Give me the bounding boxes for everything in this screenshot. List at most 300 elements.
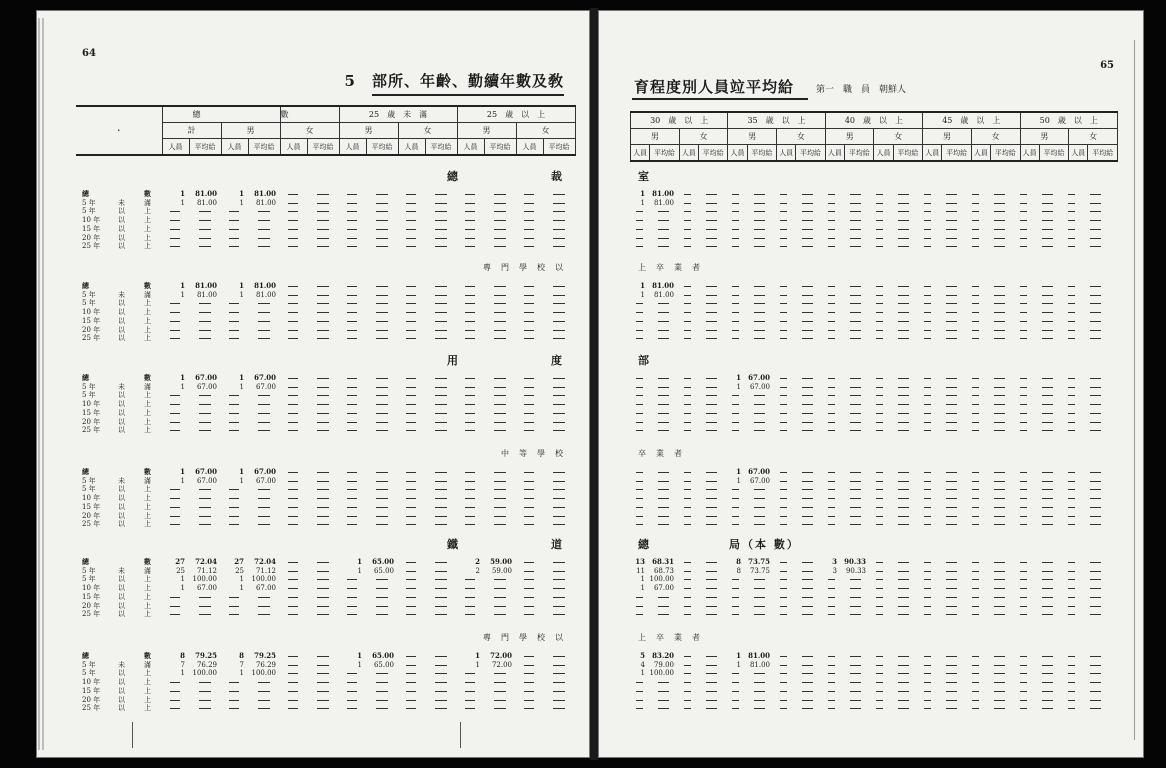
empty-cell-dash	[376, 516, 388, 517]
empty-cell-dash	[258, 422, 270, 423]
empty-cell-dash	[780, 194, 787, 195]
empty-cell-dash	[828, 588, 835, 589]
empty-cell-dash	[1090, 579, 1101, 580]
empty-cell-dash	[636, 404, 643, 405]
empty-cell-dash	[1042, 246, 1053, 247]
empty-cell-dash	[288, 562, 298, 563]
empty-cell-dash	[924, 708, 931, 709]
empty-cell-dash	[347, 430, 357, 431]
empty-cell-dash	[1020, 413, 1027, 414]
empty-cell-dash	[972, 321, 979, 322]
empty-cell-dash	[850, 312, 861, 313]
empty-cell-dash	[898, 691, 909, 692]
empty-cell-dash	[229, 422, 239, 423]
empty-cell-dash	[828, 507, 835, 508]
empty-cell-dash	[1090, 220, 1101, 221]
table-row	[36, 291, 590, 299]
row-label-part: 總	[82, 281, 89, 290]
empty-cell-dash	[876, 516, 883, 517]
empty-cell-dash	[435, 691, 447, 692]
measure-header-cell: 平均給	[796, 145, 825, 162]
table-cell: 79.25	[254, 651, 276, 660]
empty-cell-dash	[1042, 665, 1053, 666]
empty-cell-dash	[553, 498, 565, 499]
empty-cell-dash	[802, 579, 813, 580]
table-cell: 1	[180, 575, 185, 584]
empty-cell-dash	[406, 378, 416, 379]
table-row	[36, 317, 590, 325]
empty-cell-dash	[524, 579, 534, 580]
empty-cell-dash	[199, 614, 211, 615]
empty-cell-dash	[1042, 481, 1053, 482]
empty-cell-dash	[317, 321, 329, 322]
row-label-part: 5 年	[82, 566, 96, 575]
empty-cell-dash	[317, 387, 329, 388]
empty-cell-dash	[754, 597, 765, 598]
empty-cell-dash	[898, 220, 909, 221]
empty-cell-dash	[1068, 597, 1075, 598]
empty-cell-dash	[317, 579, 329, 580]
empty-cell-dash	[524, 430, 534, 431]
empty-cell-dash	[1068, 579, 1075, 580]
empty-cell-dash	[170, 430, 180, 431]
table-cell: 1	[475, 651, 480, 660]
empty-cell-dash	[347, 588, 357, 589]
empty-cell-dash	[876, 691, 883, 692]
table-cell: 1	[736, 373, 741, 382]
row-label-part: 5 年	[82, 575, 96, 584]
table-cell: 68.73	[653, 566, 674, 575]
row-label-part: 上	[144, 233, 151, 242]
empty-cell-dash	[732, 295, 739, 296]
empty-cell-dash	[1020, 516, 1027, 517]
empty-cell-dash	[376, 238, 388, 239]
empty-cell-dash	[553, 430, 565, 431]
measure-header-cell: 人員	[923, 145, 942, 162]
empty-cell-dash	[1090, 700, 1101, 701]
empty-cell-dash	[494, 422, 506, 423]
empty-cell-dash	[435, 498, 447, 499]
table-cell: 1	[640, 189, 645, 198]
empty-cell-dash	[1020, 211, 1027, 212]
empty-cell-dash	[553, 404, 565, 405]
empty-cell-dash	[636, 708, 643, 709]
empty-cell-dash	[898, 489, 909, 490]
empty-cell-dash	[288, 597, 298, 598]
table-cell: 79.25	[195, 651, 217, 660]
empty-cell-dash	[876, 286, 883, 287]
row-label-part: 5 年	[82, 669, 96, 678]
empty-cell-dash	[317, 238, 329, 239]
empty-cell-dash	[898, 682, 909, 683]
table-row	[598, 575, 1144, 583]
row-label-part: 滿	[144, 382, 151, 391]
empty-cell-dash	[924, 507, 931, 508]
empty-cell-dash	[780, 571, 787, 572]
empty-cell-dash	[850, 524, 861, 525]
empty-cell-dash	[465, 194, 475, 195]
empty-cell-dash	[1020, 656, 1027, 657]
empty-cell-dash	[1090, 562, 1101, 563]
empty-cell-dash	[199, 489, 211, 490]
right-header-table	[630, 111, 1118, 162]
sex-header-cell: 女	[777, 129, 826, 145]
empty-cell-dash	[876, 378, 883, 379]
empty-cell-dash	[898, 203, 909, 204]
empty-cell-dash	[553, 700, 565, 701]
empty-cell-dash	[850, 395, 861, 396]
empty-cell-dash	[1090, 404, 1101, 405]
table-cell: 1	[180, 290, 185, 299]
empty-cell-dash	[802, 338, 813, 339]
empty-cell-dash	[780, 330, 787, 331]
empty-cell-dash	[876, 579, 883, 580]
empty-cell-dash	[828, 211, 835, 212]
empty-cell-dash	[706, 489, 717, 490]
empty-cell-dash	[994, 682, 1005, 683]
empty-cell-dash	[898, 498, 909, 499]
empty-cell-dash	[494, 597, 506, 598]
empty-cell-dash	[636, 430, 643, 431]
sex-header-cell: 男	[825, 129, 874, 145]
empty-cell-dash	[1090, 588, 1101, 589]
empty-cell-dash	[828, 286, 835, 287]
empty-cell-dash	[1090, 691, 1101, 692]
row-label-part: 以	[118, 610, 125, 619]
empty-cell-dash	[1020, 430, 1027, 431]
empty-cell-dash	[994, 708, 1005, 709]
empty-cell-dash	[199, 507, 211, 508]
empty-cell-dash	[465, 691, 475, 692]
empty-cell-dash	[376, 489, 388, 490]
empty-cell-dash	[1020, 691, 1027, 692]
row-label-part: 滿	[144, 566, 151, 575]
empty-cell-dash	[802, 597, 813, 598]
empty-cell-dash	[406, 295, 416, 296]
empty-cell-dash	[850, 211, 861, 212]
empty-cell-dash	[972, 656, 979, 657]
empty-cell-dash	[1068, 378, 1075, 379]
empty-cell-dash	[524, 606, 534, 607]
empty-cell-dash	[850, 330, 861, 331]
total-row	[36, 374, 590, 382]
empty-cell-dash	[946, 395, 957, 396]
empty-cell-dash	[876, 481, 883, 482]
empty-cell-dash	[494, 303, 506, 304]
row-label-part: 20 年	[82, 233, 101, 242]
empty-cell-dash	[850, 700, 861, 701]
empty-cell-dash	[802, 387, 813, 388]
total-row	[36, 282, 590, 290]
empty-cell-dash	[658, 507, 669, 508]
empty-cell-dash	[435, 516, 447, 517]
empty-cell-dash	[972, 312, 979, 313]
empty-cell-dash	[258, 220, 270, 221]
empty-cell-dash	[494, 286, 506, 287]
row-label-part: 15 年	[82, 592, 101, 601]
empty-cell-dash	[317, 606, 329, 607]
empty-cell-dash	[170, 524, 180, 525]
table-cell: 2	[475, 566, 480, 575]
empty-cell-dash	[898, 295, 909, 296]
empty-cell-dash	[876, 413, 883, 414]
empty-cell-dash	[684, 656, 691, 657]
empty-cell-dash	[317, 665, 329, 666]
row-label-part: 上	[144, 494, 151, 503]
empty-cell-dash	[465, 330, 475, 331]
table-cell: 1	[180, 189, 185, 198]
title-underline	[372, 94, 564, 96]
empty-cell-dash	[924, 295, 931, 296]
empty-cell-dash	[946, 229, 957, 230]
empty-cell-dash	[732, 194, 739, 195]
age-header-cell: 45 歳 以 上	[923, 112, 1020, 129]
empty-cell-dash	[946, 606, 957, 607]
row-label-part: 上	[144, 511, 151, 520]
empty-cell-dash	[972, 203, 979, 204]
empty-cell-dash	[317, 597, 329, 598]
empty-cell-dash	[924, 387, 931, 388]
empty-cell-dash	[1042, 656, 1053, 657]
empty-cell-dash	[802, 498, 813, 499]
empty-cell-dash	[1068, 321, 1075, 322]
table-row	[598, 704, 1144, 712]
empty-cell-dash	[465, 472, 475, 473]
empty-cell-dash	[684, 571, 691, 572]
empty-cell-dash	[946, 524, 957, 525]
empty-cell-dash	[376, 691, 388, 692]
empty-cell-dash	[406, 700, 416, 701]
empty-cell-dash	[553, 238, 565, 239]
total-row	[598, 468, 1144, 476]
empty-cell-dash	[465, 700, 475, 701]
table-row	[598, 400, 1144, 408]
empty-cell-dash	[706, 378, 717, 379]
table-row	[36, 602, 590, 610]
empty-cell-dash	[684, 665, 691, 666]
empty-cell-dash	[494, 682, 506, 683]
empty-cell-dash	[406, 312, 416, 313]
row-label-part: 5 年	[82, 485, 96, 494]
empty-cell-dash	[946, 481, 957, 482]
empty-cell-dash	[994, 656, 1005, 657]
empty-cell-dash	[658, 498, 669, 499]
empty-cell-dash	[524, 673, 534, 674]
table-cell: 8	[736, 566, 741, 575]
table-cell: 100.00	[192, 575, 217, 584]
empty-cell-dash	[732, 606, 739, 607]
empty-cell-dash	[317, 203, 329, 204]
empty-cell-dash	[317, 303, 329, 304]
empty-cell-dash	[199, 312, 211, 313]
empty-cell-dash	[199, 229, 211, 230]
table-row	[36, 704, 590, 712]
empty-cell-dash	[1020, 229, 1027, 230]
empty-cell-dash	[288, 404, 298, 405]
empty-cell-dash	[288, 295, 298, 296]
empty-cell-dash	[494, 330, 506, 331]
empty-cell-dash	[658, 238, 669, 239]
empty-cell-dash	[636, 220, 643, 221]
empty-cell-dash	[898, 562, 909, 563]
empty-cell-dash	[170, 321, 180, 322]
section-label: 中 等 學 校	[501, 449, 564, 458]
section-label: 上 卒 業 者	[638, 633, 701, 642]
measure-header-cell: 平均給	[650, 145, 679, 162]
empty-cell-dash	[229, 338, 239, 339]
empty-cell-dash	[229, 507, 239, 508]
table-cell: 71.12	[255, 566, 276, 575]
empty-cell-dash	[1068, 588, 1075, 589]
empty-cell-dash	[994, 303, 1005, 304]
empty-cell-dash	[1020, 321, 1027, 322]
empty-cell-dash	[465, 238, 475, 239]
empty-cell-dash	[780, 246, 787, 247]
empty-cell-dash	[924, 562, 931, 563]
empty-cell-dash	[946, 472, 957, 473]
empty-cell-dash	[754, 498, 765, 499]
empty-cell-dash	[347, 472, 357, 473]
row-label-part: 25 年	[82, 242, 101, 251]
empty-cell-dash	[828, 489, 835, 490]
empty-cell-dash	[946, 498, 957, 499]
empty-cell-dash	[553, 571, 565, 572]
empty-cell-dash	[1020, 673, 1027, 674]
empty-cell-dash	[406, 238, 416, 239]
empty-cell-dash	[802, 489, 813, 490]
total-row	[36, 190, 590, 198]
empty-cell-dash	[850, 246, 861, 247]
empty-cell-dash	[924, 303, 931, 304]
empty-cell-dash	[1020, 203, 1027, 204]
empty-cell-dash	[1068, 295, 1075, 296]
empty-cell-dash	[465, 498, 475, 499]
empty-cell-dash	[754, 229, 765, 230]
empty-cell-dash	[288, 682, 298, 683]
table-row	[598, 334, 1144, 342]
empty-cell-dash	[684, 606, 691, 607]
empty-cell-dash	[946, 303, 957, 304]
empty-cell-dash	[706, 387, 717, 388]
empty-cell-dash	[898, 606, 909, 607]
empty-cell-dash	[435, 606, 447, 607]
table-cell: 72.04	[254, 557, 276, 566]
table-row	[36, 575, 590, 583]
empty-cell-dash	[706, 295, 717, 296]
empty-cell-dash	[317, 211, 329, 212]
empty-cell-dash	[1068, 498, 1075, 499]
empty-cell-dash	[465, 606, 475, 607]
empty-cell-dash	[636, 338, 643, 339]
empty-cell-dash	[1068, 516, 1075, 517]
empty-cell-dash	[258, 404, 270, 405]
empty-cell-dash	[1068, 238, 1075, 239]
table-cell: 25	[176, 566, 185, 575]
empty-cell-dash	[317, 378, 329, 379]
empty-cell-dash	[524, 588, 534, 589]
empty-cell-dash	[199, 395, 211, 396]
row-label-part: 數	[144, 557, 151, 566]
table-cell: 1	[239, 198, 244, 207]
empty-cell-dash	[994, 312, 1005, 313]
empty-cell-dash	[435, 194, 447, 195]
empty-cell-dash	[732, 286, 739, 287]
empty-cell-dash	[658, 481, 669, 482]
empty-cell-dash	[898, 524, 909, 525]
empty-cell-dash	[636, 229, 643, 230]
empty-cell-dash	[317, 312, 329, 313]
row-label-part: 上	[144, 308, 151, 317]
empty-cell-dash	[258, 489, 270, 490]
empty-cell-dash	[199, 606, 211, 607]
empty-cell-dash	[876, 597, 883, 598]
table-row	[36, 199, 590, 207]
empty-cell-dash	[199, 700, 211, 701]
table-row	[598, 610, 1144, 618]
empty-cell-dash	[465, 295, 475, 296]
empty-cell-dash	[317, 404, 329, 405]
table-row	[598, 234, 1144, 242]
empty-cell-dash	[258, 211, 270, 212]
empty-cell-dash	[636, 606, 643, 607]
empty-cell-dash	[258, 413, 270, 414]
table-row	[36, 400, 590, 408]
table-cell: 1	[357, 651, 362, 660]
empty-cell-dash	[732, 404, 739, 405]
empty-cell-dash	[435, 220, 447, 221]
empty-cell-dash	[924, 481, 931, 482]
empty-cell-dash	[288, 571, 298, 572]
empty-cell-dash	[317, 422, 329, 423]
empty-cell-dash	[465, 303, 475, 304]
empty-cell-dash	[706, 516, 717, 517]
empty-cell-dash	[494, 430, 506, 431]
empty-cell-dash	[658, 312, 669, 313]
empty-cell-dash	[1068, 430, 1075, 431]
empty-cell-dash	[435, 481, 447, 482]
row-label-part: 以	[118, 334, 125, 343]
table-cell: 59.00	[491, 566, 512, 575]
measure-header-cell: 平均給	[747, 145, 776, 162]
table-row	[36, 687, 590, 695]
empty-cell-dash	[706, 682, 717, 683]
empty-cell-dash	[972, 579, 979, 580]
empty-cell-dash	[802, 571, 813, 572]
empty-cell-dash	[406, 229, 416, 230]
empty-cell-dash	[435, 524, 447, 525]
empty-cell-dash	[972, 430, 979, 431]
empty-cell-dash	[199, 404, 211, 405]
empty-cell-dash	[288, 211, 298, 212]
empty-cell-dash	[658, 229, 669, 230]
row-label-part: 以	[118, 316, 125, 325]
left-page	[36, 10, 590, 758]
empty-cell-dash	[828, 413, 835, 414]
empty-cell-dash	[1090, 246, 1101, 247]
empty-cell-dash	[524, 229, 534, 230]
empty-cell-dash	[553, 194, 565, 195]
empty-cell-dash	[802, 246, 813, 247]
table-cell: 1	[736, 382, 741, 391]
empty-cell-dash	[494, 413, 506, 414]
empty-cell-dash	[288, 489, 298, 490]
empty-cell-dash	[780, 387, 787, 388]
empty-cell-dash	[828, 498, 835, 499]
section-label: 用 度	[447, 354, 564, 367]
row-label-part: 上	[144, 502, 151, 511]
empty-cell-dash	[199, 524, 211, 525]
empty-cell-dash	[994, 516, 1005, 517]
